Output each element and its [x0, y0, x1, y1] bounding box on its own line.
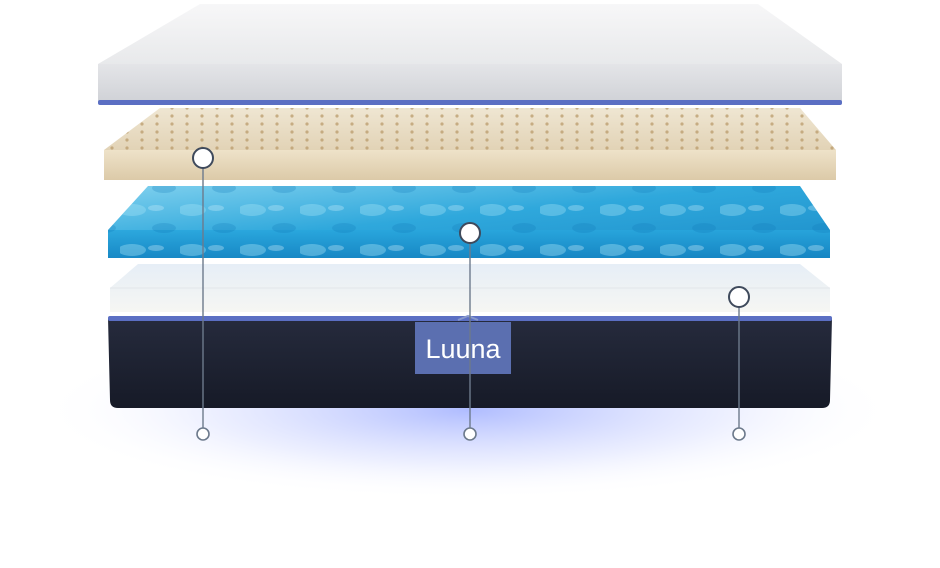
brand-label: Luuna: [425, 334, 501, 364]
latex-comfort-layer: [104, 108, 836, 180]
gel-memory-foam-layer: [108, 186, 830, 258]
hotspot-latex[interactable]: [193, 148, 213, 168]
callout-end-marker-latex: [197, 428, 209, 440]
hotspot-transition[interactable]: [729, 287, 749, 307]
hotspot-gel[interactable]: [460, 223, 480, 243]
callout-end-marker-gel: [464, 428, 476, 440]
brand-tag: [415, 316, 511, 374]
cover-layer: [98, 4, 842, 105]
callout-end-marker-transition: [733, 428, 745, 440]
